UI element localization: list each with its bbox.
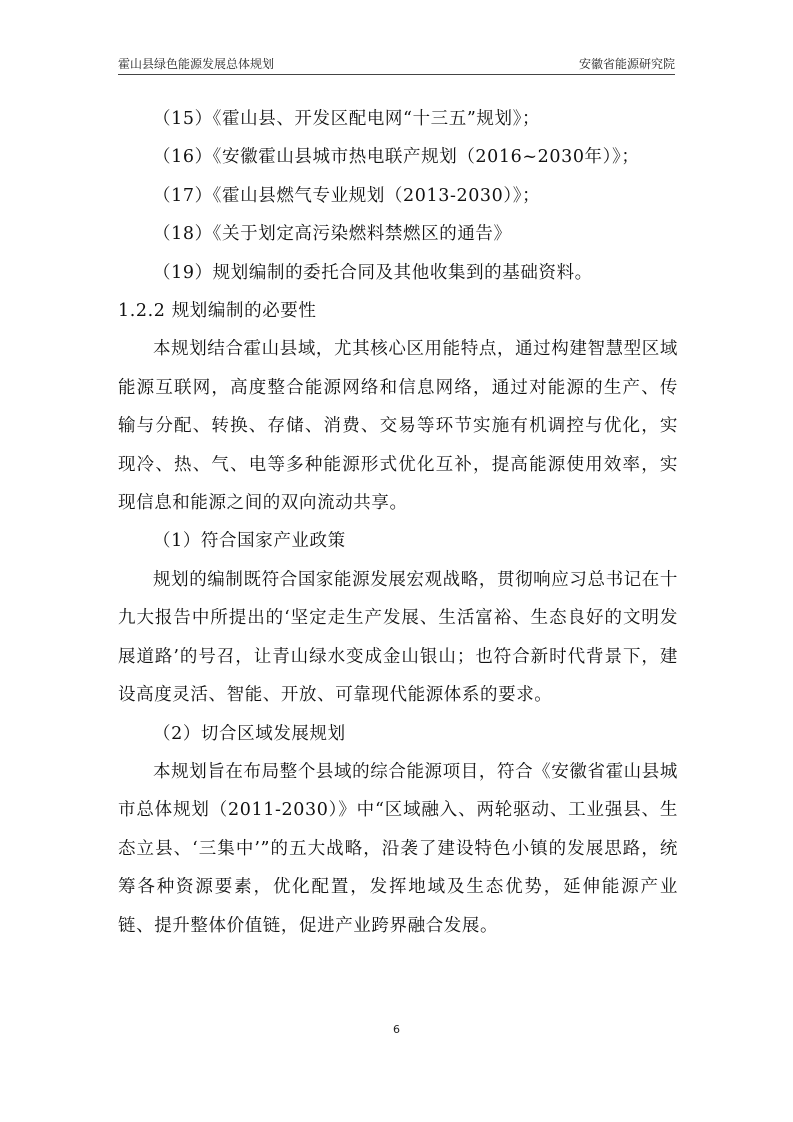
list-item: （15）《霍山县、开发区配电网“十三五”规划》；	[153, 109, 541, 129]
intro-paragraph: 本规划结合霍山县域，尤其核心区用能特点，通过构建智慧型区域能源互联网，高度整合能源网络和信息网络，通过对能源的生产、传输与分配、转换、存储、消费、交易等环节实施有机调控与优化，实现冷、热、气、电等多种能源形式优化互补，提高能源使用效率，实现信息和能源之间的双向流动共享。	[118, 339, 678, 514]
page-number: 6	[393, 1023, 400, 1036]
list-item: （18）《关于划定高污染燃料禁燃区的通告》	[153, 224, 512, 245]
subsection-title-1: （1）符合国家产业政策	[153, 531, 346, 552]
subsection-paragraph-1: 规划的编制既符合国家能源发展宏观战略，贯彻响应习总书记在十九大报告中所提出的‘坚定走生产发展、生活富裕、生态良好的文明发展道路’的号召，让青山绿水变成金山银山；也符合新时代背景下，建设高度灵活、智能、开放、可靠现代能源体系的要求。	[118, 569, 678, 706]
header-document-title: 霍山县绿色能源发展总体规划	[118, 57, 275, 71]
list-item: （17）《霍山县燃气专业规划（2013-2030）》；	[153, 185, 541, 206]
list-item: （16）《安徽霍山县城市热电联产规划（2016~2030年）》；	[153, 147, 640, 168]
list-item: （19）规划编制的委托合同及其他收集到的基础资料。	[153, 262, 593, 283]
subsection-title-2: （2）切合区域发展规划	[153, 723, 346, 744]
page-header	[118, 52, 675, 75]
subsection-paragraph-2: 本规划旨在布局整个县域的综合能源项目，符合《安徽省霍山县城市总体规划（2011-2030）》中“区域融入、两轮驱动、工业强县、生态立县、‘三集中’”的五大战略，沿袭了建设特色小镇的发展思路，统筹各种资源要素，优化配置，发挥地域及生态优势，延伸能源产业链、提升整体价值链，促进产业跨界融合发展。	[118, 761, 678, 936]
header-organization: 安徽省能源研究院	[578, 57, 675, 71]
section-heading: 1.2.2 规划编制的必要性	[118, 301, 317, 322]
page-body	[118, 100, 678, 945]
